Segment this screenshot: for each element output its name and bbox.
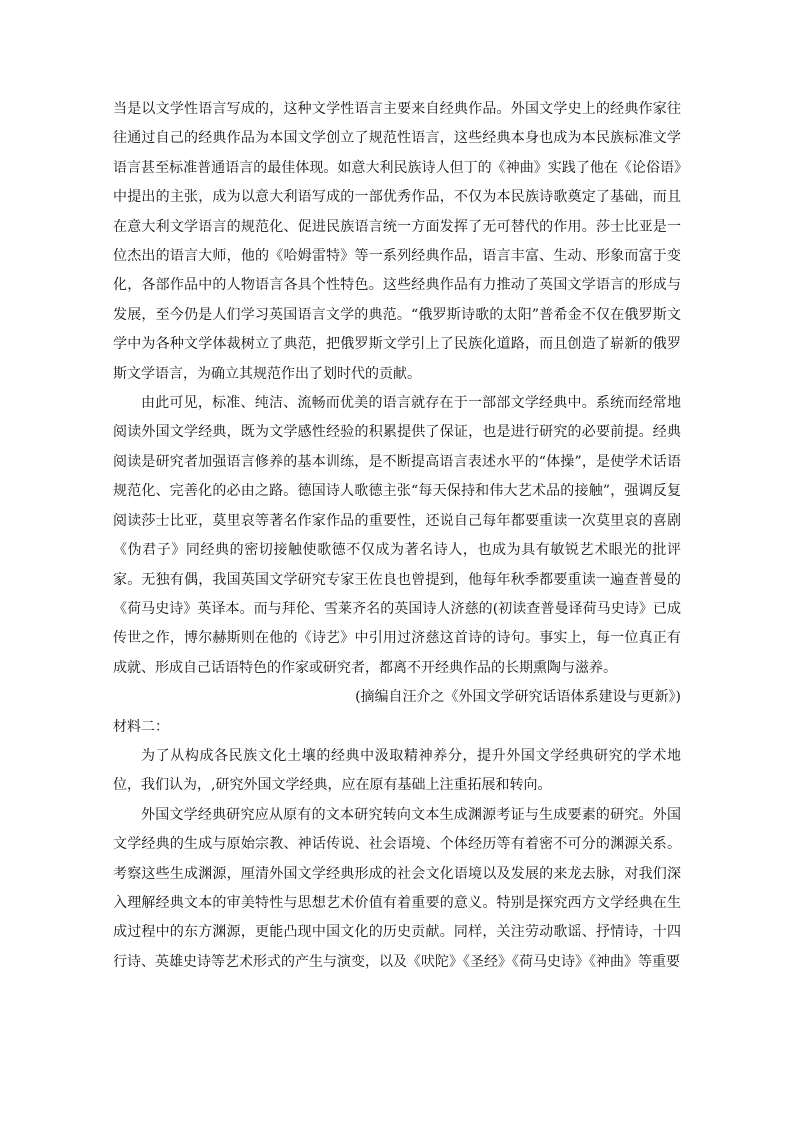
material-two-paragraph-1: 为了从构成各民族文化土壤的经典中汲取精神养分，提升外国文学经典研究的学术地位，我们认为，,研究外国文学经典，应在原有基础上注重拓展和转向。	[113, 747, 681, 794]
material-one-source: (摘编自汪介之《外国文学研究话语体系建设与更新》)	[355, 689, 681, 706]
material-one-paragraph-2: 由此可见，标准、纯洁、流畅而优美的语言就存在于一部部文学经典中。系统而经常地阅读外国文学经典，既为文学感性经验的积累提供了保证，也是进行研究的必要前提。经典阅读是研究者加强语言修养的基本训练，是不断提高语言表述水平的“体操”，是使学术话语规范化、完善化的必由之路。德国诗人歌德主张“每天保持和伟大艺术品的接触”，强调反复阅读莎士比亚，莫里哀等著名作家作品的重要性，还说自己每年都要重读一次莫里哀的喜剧《伪君子》同经典的密切接触使歌德不仅成为著名诗人，也成为具有敏锐艺术眼光的批评家。无独有偶，我国英国文学研究专家王佐良也曾提到，他每年秋季都要重读一遍查普曼的《荷马史诗》英译本。而与拜伦、雪莱齐名的英国诗人济慈的(初读查普曼译荷马史诗》已成传世之作，博尔赫斯则在他的《诗艺》中引用过济慈这首诗的诗句。事实上，每一位真正有成就、形成自己话语特色的作家或研究者，都离不开经典作品的长期熏陶与滋养。	[113, 395, 681, 676]
document-page	[113, 95, 681, 977]
material-one-paragraph-1: 当是以文学性语言写成的，这种文学性语言主要来自经典作品。外国文学史上的经典作家往往通过自己的经典作品为本国文学创立了规范性语言，这些经典本身也成为本民族标准文学语言甚至标准普通语言的最佳体现。如意大利民族诗人但丁的《神曲》实践了他在《论俗语》中提出的主张，成为以意大利语写成的一部优秀作品，不仅为本民族诗歌奠定了基础，而且在意大利文学语言的规范化、促进民族语言统一方面发挥了无可替代的作用。莎士比亚是一位杰出的语言大师，他的《哈姆雷特》等一系列经典作品，语言丰富、生动、形象而富于变化，各部作品中的人物语言各具个性特色。这些经典作品有力推动了英国文学语言的形成与发展，至今仍是人们学习英国语言文学的典范。“俄罗斯诗歌的太阳”普希金不仅在俄罗斯文学中为各种文学体裁树立了典范，把俄罗斯文学引上了民族化道路，而且创造了崭新的俄罗斯文学语言，为确立其规范作出了划时代的贡献。	[113, 101, 681, 382]
material-two-paragraph-2: 外国文学经典研究应从原有的文本研究转向文本生成渊源考证与生成要素的研究。外国文学经典的生成与原始宗教、神话传说、社会语境、个体经历等有着密不可分的渊源关系。考察这些生成渊源，厘清外国文学经典形成的社会文化语境以及发展的来龙去脉，对我们深入理解经典文本的审美特性与思想艺术价值有着重要的意义。特别是探究西方文学经典在生成过程中的东方渊源，更能凸现中国文化的历史贡献。同样，关注劳动歌谣、抒情诗，十四行诗、英雄史诗等艺术形式的产生与演变，以及《吠陀》《圣经》《荷马史诗》《神曲》等重要	[113, 806, 681, 970]
material-two-heading: 材料二：	[113, 718, 169, 735]
